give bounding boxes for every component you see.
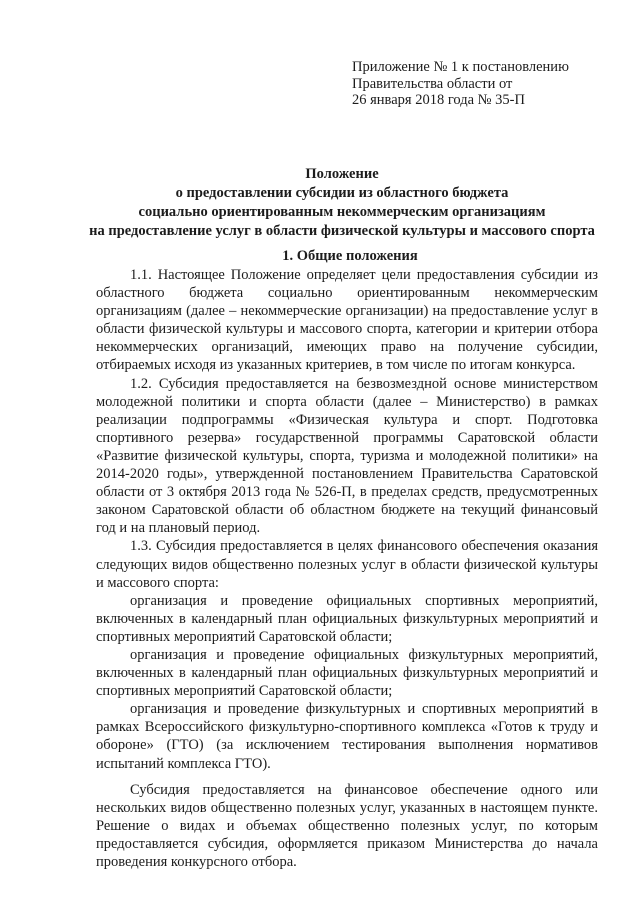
paragraph-subsidy-decision: Субсидия предоставляется на финансовое обеспечение одного или нескольких видов общественно полезных услуг, указанных в настоящем пункте. Решение о видах и объемах общественно полезных услуг, по которым предоставляется субсидия, оформляется приказом Министерства до начала проведения конкурсного отбора. xyxy=(96,781,598,870)
document-title xyxy=(0,165,640,241)
section-heading: 1. Общие положения xyxy=(282,248,418,264)
paragraph-1-2: 1.2. Субсидия предоставляется на безвозмездной основе министерством молодежной политики и спорта области (далее – Министерство) в рамках реализации подпрограммы «Физическая культура и спорт. Подготовка спортивного резерва» государственной программы Саратовской области «Развитие физической культуры, спорта, туризма и молодежной политики» на 2014-2020 годы», утвержденной постановлением Правительства Саратовской области от 3 октября 2013 года № 526-П, в пределах средств, предусмотренных законом Саратовской области об областном бюджете на текущий финансовый год и на плановый период. xyxy=(96,375,598,537)
title-line-4: на предоставление услуг в области физической культуры и массового спорта xyxy=(89,223,595,239)
title-line-2: о предоставлении субсидии из областного бюджета xyxy=(175,185,509,201)
title-line-1: Положение xyxy=(305,166,379,182)
section-body xyxy=(96,266,598,871)
annex-reference xyxy=(352,59,569,109)
annex-line-3: 26 января 2018 года № 35-П xyxy=(352,92,525,108)
paragraph-1-1: 1.1. Настоящее Положение определяет цели предоставления субсидии из областного бюджета социально ориентированным некоммерческим организациям (далее – некоммерческие организации) на предоставление услуг в области физической культуры и массового спорта, категории и критерии отбора некоммерческих организаций, имеющих право на получение субсидии, отбираемых исходя из указанных критериев, в том числе по итогам конкурса. xyxy=(96,267,598,374)
list-item-fitness-events: организация и проведение официальных физкультурных мероприятий, включенных в календарный план официальных физкультурных мероприятий и спортивных мероприятий Саратовской области; xyxy=(96,646,598,700)
paragraph-1-3: 1.3. Субсидия предоставляется в целях финансового обеспечения оказания следующих видов общественно полезных услуг в области физической культуры и массового спорта: xyxy=(96,538,598,591)
annex-line-1: Приложение № 1 к постановлению xyxy=(352,59,569,75)
list-item-gto-events: организация и проведение физкультурных и спортивных мероприятий в рамках Всероссийского физкультурно-спортивного комплекса «Готов к труду и обороне» (ГТО) (за исключением тестирования выполнения нормативов испытаний комплекса ГТО). xyxy=(96,701,598,772)
title-line-3: социально ориентированным некоммерческим организациям xyxy=(138,204,546,220)
list-item-sport-events: организация и проведение официальных спортивных мероприятий, включенных в календарный план официальных физкультурных мероприятий и спортивных мероприятий Саратовской области; xyxy=(96,592,598,645)
annex-line-2: Правительства области от xyxy=(352,75,513,92)
